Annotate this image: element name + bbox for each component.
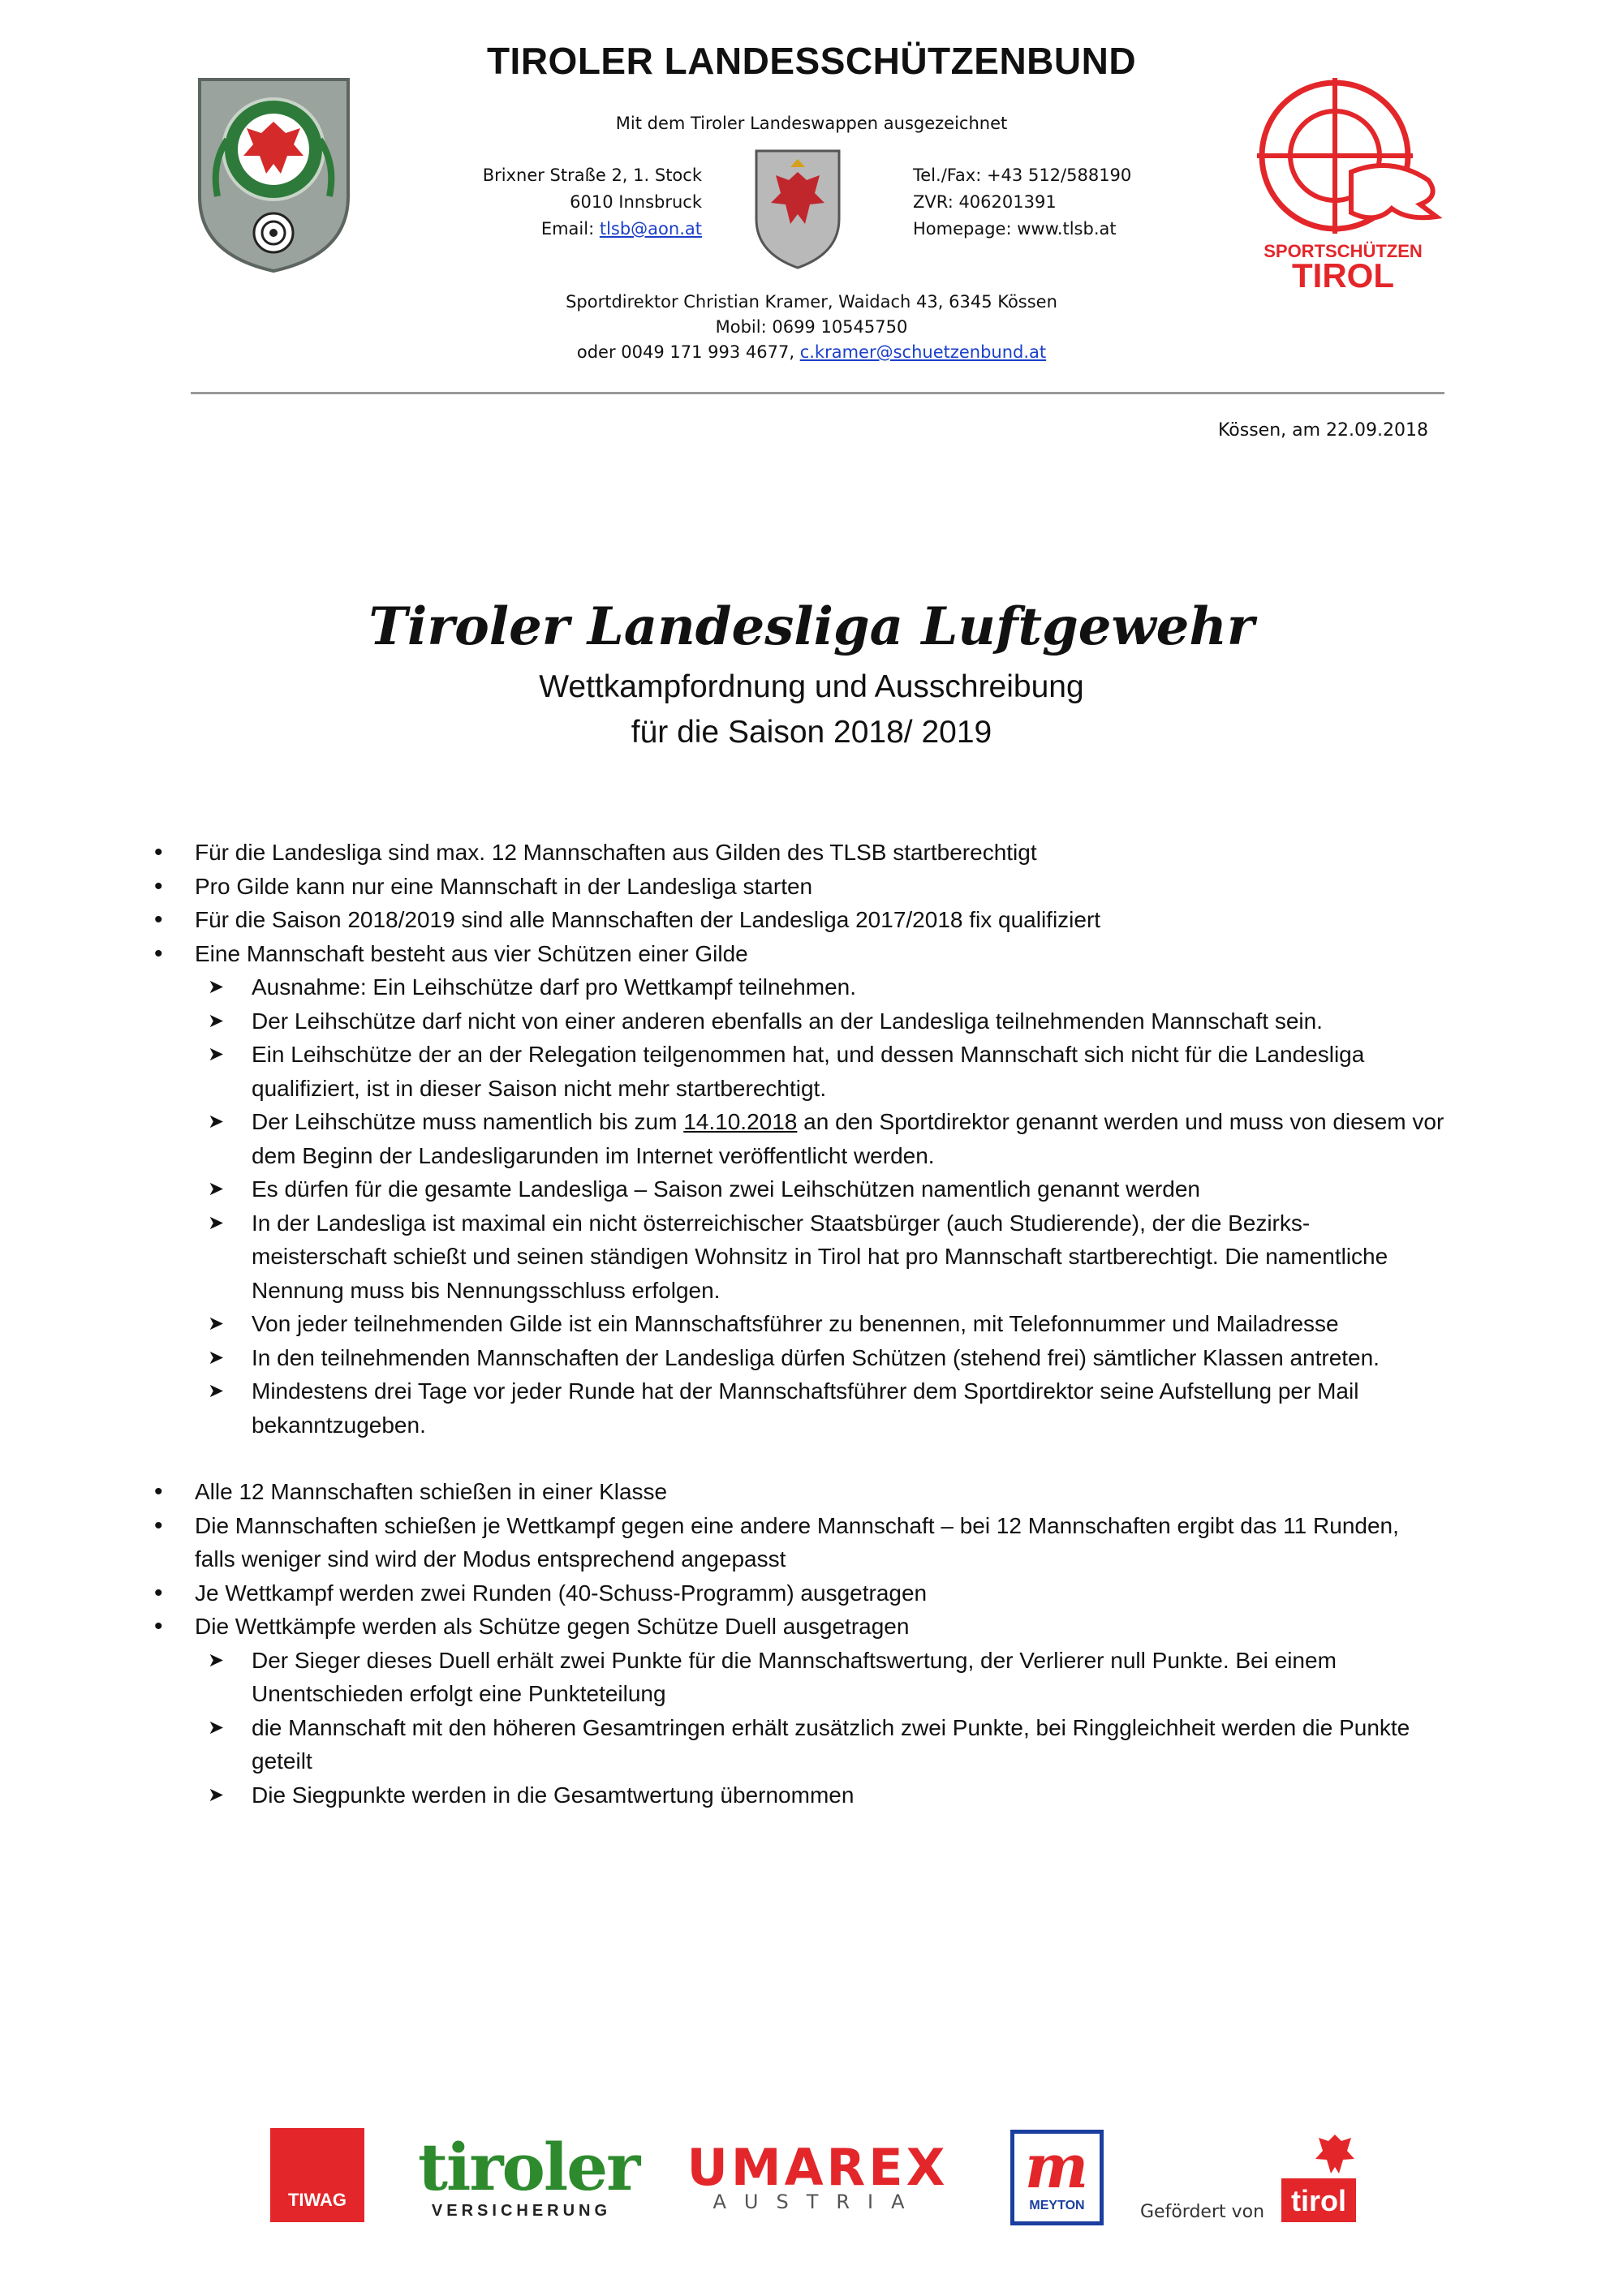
paragraph-gap <box>154 1442 1444 1475</box>
meyton-mark-icon <box>1014 2134 1100 2195</box>
sub-list-item: ➤ die Mannschaft mit den höheren Gesamtringen erhält zusätzlich zwei Punkte, bei Ringgleichheit werden die Punkte geteilt <box>154 1711 1444 1778</box>
director-mobile: Mobil: 0699 10545750 <box>715 317 908 337</box>
right-logo-text-top: SPORTSCHÜTZEN <box>1264 241 1423 261</box>
address-block-right <box>913 162 1173 243</box>
sub-list-item: ➤ In der Landesliga ist maximal ein nicht österreichischer Staatsbürger (auch Studierende), der die Bezirks-meisterschaft schießt und seinen ständigen Wohnsitz in Tirol hat pro Mannschaft startberechtigt. Die namentliche Nennung muss bis Nennungsschluss erfolgen. <box>154 1206 1444 1308</box>
address-email-line <box>438 216 702 243</box>
svg-text:m: m <box>1024 2134 1089 2195</box>
tiroler-versicherung-logo <box>418 2129 639 2225</box>
tiwag-logo <box>270 2128 364 2222</box>
list-item: • Für die Landesliga sind max. 12 Mannschaften aus Gilden des TLSB startberechtigt <box>154 836 1444 870</box>
sportschuetzen-tirol-logo <box>1254 75 1444 290</box>
sub-list-item: ➤ In den teilnehmenden Mannschaften der Landesliga dürfen Schützen (stehend frei) sämtlicher Klassen antreten. <box>154 1341 1444 1375</box>
sub-list-item: ➤ Ausnahme: Ein Leihschütze darf pro Wettkampf teilnehmen. <box>154 970 1444 1004</box>
sub-list-item <box>154 1105 1444 1172</box>
meyton-wordmark: MEYTON <box>1029 2199 1085 2212</box>
list-item: • Alle 12 Mannschaften schießen in einer Klasse <box>154 1475 1444 1509</box>
tiroler-subline: VERSICHERUNG <box>431 2202 612 2220</box>
phone-fax: Tel./Fax: +43 512/588190 <box>913 166 1132 185</box>
list-item: • Für die Saison 2018/2019 sind alle Mannschaften der Landesliga 2017/2018 fix qualifiziert <box>154 903 1444 937</box>
homepage: Homepage: www.tlsb.at <box>913 219 1117 239</box>
sub-list-item: ➤ Ein Leihschütze der an der Relegation teilgenommen hat, und dessen Mannschaft sich nicht für die Landesliga qualifiziert, ist in dieser Saison nicht mehr startberechtigt. <box>154 1038 1444 1105</box>
tirol-wordmark: tirol <box>1291 2184 1346 2217</box>
sub-list-item: ➤ Der Leihschütze darf nicht von einer anderen ebenfalls an der Landesliga teilnehmenden Mannschaft sein. <box>154 1004 1444 1038</box>
place-and-date: Kössen, am 22.09.2018 <box>1217 420 1428 441</box>
sport-director-block <box>0 290 1623 365</box>
email-label: Email: <box>540 219 600 239</box>
list-item: • Pro Gilde kann nur eine Mannschaft in der Landesliga starten <box>154 870 1444 904</box>
director-phone-email-line <box>0 340 1623 365</box>
list-item: • Die Mannschaften schießen je Wettkampf gegen eine andere Mannschaft – bei 12 Mannschaften ergibt das 11 Runden, falls weniger sind wird der Modus entsprechend angepasst <box>154 1509 1444 1576</box>
sub-item-text: an den Sportdirektor genannt werden und muss von diesem vor dem Beginn der Landesligarunden im Internet veröffentlicht werden. <box>252 1109 1444 1168</box>
umarex-subline: AUSTRIA <box>712 2191 923 2213</box>
list-item: • Je Wettkampf werden zwei Runden (40-Schuss-Programm) ausgetragen <box>154 1576 1444 1610</box>
tyrol-coat-of-arms-icon <box>753 148 842 271</box>
sub-list-item: ➤ Es dürfen für die gesamte Landesliga – Saison zwei Leihschützen namentlich genannt werden <box>154 1172 1444 1206</box>
sub-item-text: Der Leihschütze muss namentlich bis zum <box>252 1109 684 1134</box>
director-email-link[interactable]: c.kramer@schuetzenbund.at <box>799 342 1047 362</box>
deadline-date: 14.10.2018 <box>683 1109 798 1134</box>
email-link[interactable]: tlsb@aon.at <box>599 219 702 239</box>
zvr-number: ZVR: 406201391 <box>913 192 1057 212</box>
document-title: Tiroler Landesliga Luftgewehr <box>368 596 1255 657</box>
list-item: • Die Wettkämpfe werden als Schütze gegen Schütze Duell ausgetragen <box>154 1610 1444 1644</box>
land-tirol-logo <box>1278 2130 1371 2225</box>
list-item: • Eine Mannschaft besteht aus vier Schützen einer Gilde <box>154 937 1444 971</box>
funded-by-label: Gefördert von <box>1140 2202 1265 2222</box>
umarex-wordmark: UMAREX <box>687 2138 949 2197</box>
director-phone: oder 0049 171 993 4677, <box>576 342 800 362</box>
document-season: für die Saison 2018/ 2019 <box>631 715 992 750</box>
address-block-left <box>438 162 702 243</box>
meyton-logo <box>1010 2130 1104 2225</box>
umarex-logo <box>674 2138 962 2211</box>
organization-subtitle: Mit dem Tiroler Landeswappen ausgezeichnet <box>615 114 1008 133</box>
sub-list-item: ➤ Die Siegpunkte werden in die Gesamtwertung übernommen <box>154 1778 1444 1812</box>
rules-list <box>154 836 1444 1812</box>
association-emblem-logo <box>195 75 353 273</box>
right-logo-text-bottom: TIROL <box>1292 256 1394 290</box>
address-street: Brixner Straße 2, 1. Stock <box>482 166 702 185</box>
document-subtitle: Wettkampfordnung und Ausschreibung <box>539 669 1084 704</box>
sub-list-item: ➤ Der Sieger dieses Duell erhält zwei Punkte für die Mannschaftswertung, der Verlierer null Punkte. Bei einem Unentschieden erfolgt eine Punkteteilung <box>154 1644 1444 1711</box>
director-address: Sportdirektor Christian Kramer, Waidach 43, 6345 Kössen <box>566 292 1057 312</box>
address-city: 6010 Innsbruck <box>570 192 702 212</box>
sub-list-item: ➤ Mindestens drei Tage vor jeder Runde hat der Mannschaftsführer dem Sportdirektor seine Aufstellung per Mail bekanntzugeben. <box>154 1374 1444 1442</box>
tiroler-wordmark: tiroler <box>418 2129 639 2205</box>
tiwag-label: TIWAG <box>287 2190 347 2210</box>
header-divider <box>191 392 1444 394</box>
sub-list-item: ➤ Von jeder teilnehmenden Gilde ist ein Mannschaftsführer zu benennen, mit Telefonnummer und Mailadresse <box>154 1307 1444 1341</box>
organization-title: TIROLER LANDESSCHÜTZENBUND <box>486 40 1137 82</box>
